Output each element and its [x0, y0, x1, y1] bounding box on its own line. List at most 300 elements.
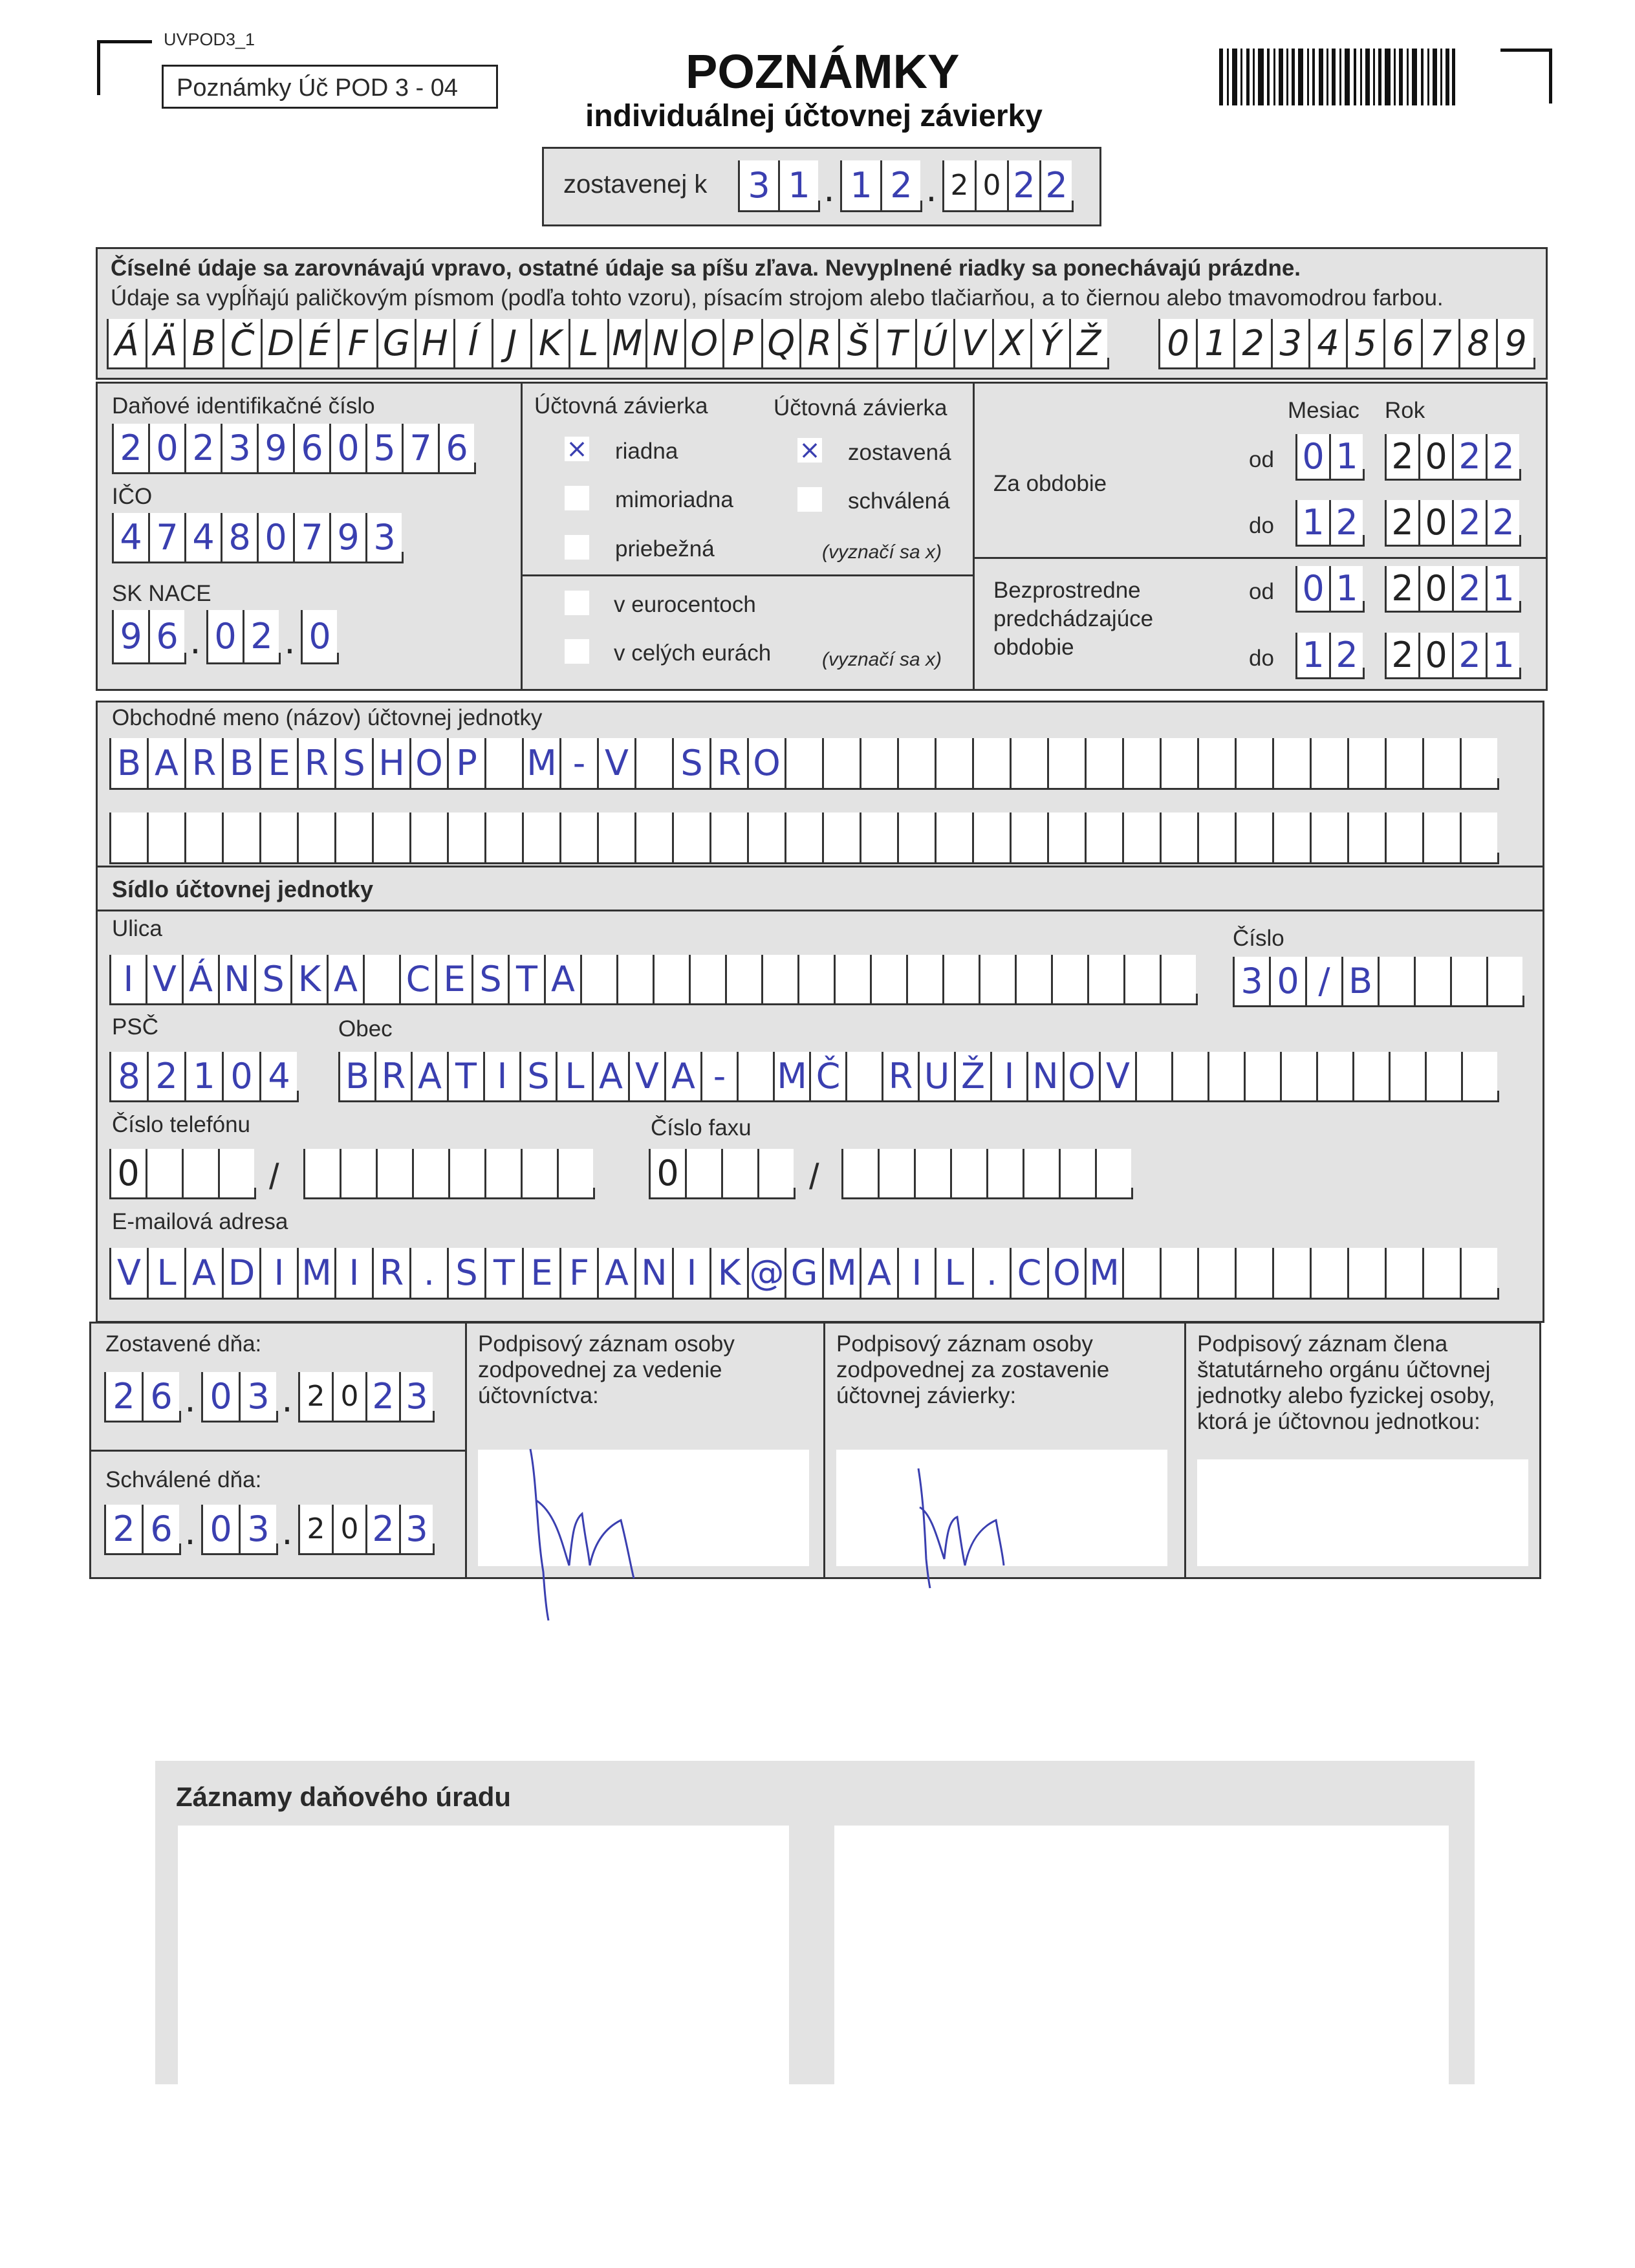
street-char	[1123, 955, 1160, 1005]
phone-digit	[146, 1149, 182, 1199]
email-char: M	[1085, 1248, 1122, 1300]
corner-mark-top-right	[1500, 49, 1552, 104]
name-char: -	[559, 738, 597, 790]
email-char: D	[222, 1248, 259, 1300]
name-char: B	[109, 738, 147, 790]
name-char: R	[184, 738, 222, 790]
number-char	[1378, 957, 1414, 1007]
phone-digit	[182, 1149, 218, 1199]
name-char: S	[672, 738, 709, 790]
street-char: V	[146, 955, 182, 1005]
approved-date[interactable]: 2 6 . 0 3 . 2 0 2 3	[104, 1505, 433, 1555]
previous-to-year[interactable]	[1385, 633, 1519, 679]
digit: 1	[1329, 434, 1363, 481]
sample-digit: 9	[1496, 319, 1533, 369]
phone-digit	[376, 1149, 412, 1199]
name-char	[634, 738, 672, 790]
email-char: S	[447, 1248, 484, 1300]
phone-prefix-field[interactable]	[109, 1149, 254, 1199]
digit: 2	[298, 1505, 332, 1555]
schvalena-checkbox[interactable]	[797, 487, 822, 512]
name-char	[184, 812, 222, 864]
city-char: -	[700, 1052, 737, 1102]
digit: 2	[1486, 434, 1519, 481]
digit: 3	[239, 1372, 276, 1423]
street-char	[834, 955, 870, 1005]
to-label: do	[1249, 513, 1274, 538]
name-char	[1122, 812, 1160, 864]
street-char	[1160, 955, 1196, 1005]
name-char	[935, 738, 972, 790]
digit: 1	[1295, 633, 1329, 679]
sig1-label: Podpisový záznam osoby zodpovednej za vedenie účtovníctva:	[478, 1331, 735, 1408]
name-char	[1347, 812, 1385, 864]
ico-field[interactable]	[112, 513, 402, 563]
street-char: S	[471, 955, 508, 1005]
current-from-month[interactable]	[1295, 434, 1363, 481]
entity-name-row1[interactable]	[109, 738, 1497, 790]
divider	[521, 574, 973, 576]
sample-letter: Ä	[146, 319, 184, 369]
name-char	[372, 812, 409, 864]
instructions-line2: Údaje sa vypĺňajú paličkovým písmom (podľa tohto vzoru), písacím strojom alebo tlačiarňou, a to čiernou alebo tmavomodrou farbou.	[111, 285, 1444, 311]
name-char	[972, 738, 1010, 790]
name-char	[1422, 812, 1460, 864]
street-char	[1087, 955, 1123, 1005]
email-char: T	[484, 1248, 522, 1300]
fax-digit	[986, 1149, 1023, 1199]
digit: 2	[1329, 500, 1363, 547]
number-char: 0	[1269, 957, 1305, 1007]
tax-office-panel	[155, 1761, 1475, 2084]
previous-period-label: Bezprostredne	[993, 578, 1141, 603]
name-char	[897, 738, 935, 790]
number-field[interactable]	[1233, 957, 1522, 1007]
sample-letter: T	[876, 319, 915, 369]
sample-letter: G	[376, 319, 415, 369]
digit: 2	[1329, 633, 1363, 679]
current-to-month[interactable]	[1295, 500, 1363, 547]
number-char: /	[1305, 957, 1341, 1007]
sample-digit: 7	[1421, 319, 1458, 369]
sig3-area[interactable]	[1197, 1459, 1528, 1566]
name-char: R	[297, 738, 334, 790]
zostavena-checkbox[interactable]: ×	[797, 438, 822, 463]
eurocent-checkbox[interactable]	[565, 591, 589, 615]
digit: 0	[1418, 566, 1452, 613]
name-char	[1422, 738, 1460, 790]
email-char	[1310, 1248, 1347, 1300]
city-char	[1207, 1052, 1244, 1102]
digit: 6	[142, 1505, 179, 1555]
current-to-year[interactable]	[1385, 500, 1519, 547]
previous-period-label: predchádzajúce	[993, 606, 1154, 631]
digit: 2	[1385, 566, 1418, 613]
divider	[91, 1450, 465, 1452]
digit: 2	[365, 1505, 399, 1555]
email-char: L	[935, 1248, 972, 1300]
psc-label: PSČ	[112, 1014, 158, 1040]
date-digit: 2	[880, 160, 920, 212]
name-char	[1235, 812, 1272, 864]
email-char: N	[634, 1248, 672, 1300]
sample-letter: R	[799, 319, 838, 369]
sample-digit: 1	[1196, 319, 1233, 369]
name-char	[484, 812, 522, 864]
email-char: M	[822, 1248, 860, 1300]
city-char	[1171, 1052, 1207, 1102]
digit: 2	[1452, 500, 1486, 547]
fax-digit: 0	[649, 1149, 685, 1199]
email-char: @	[747, 1248, 785, 1300]
previous-period-label: obdobie	[993, 635, 1074, 660]
priebezna-checkbox[interactable]	[565, 535, 589, 560]
fax-digit	[685, 1149, 721, 1199]
date-field[interactable]: 3 1 . 1 2 . 2 0 2 2	[738, 160, 1072, 212]
ico-digit: 4	[112, 513, 148, 563]
name-char	[1197, 812, 1235, 864]
statement-type-label: Účtovná závierka	[534, 393, 708, 419]
phone-digit	[412, 1149, 448, 1199]
riadna-label: riadna	[615, 439, 678, 464]
name-char: P	[447, 738, 484, 790]
psc-digit: 0	[222, 1052, 259, 1102]
sample-letter: K	[530, 319, 569, 369]
sample-digit: 8	[1458, 319, 1496, 369]
instructions-panel	[96, 247, 1548, 380]
eurocent-label: v eurocentoch	[614, 592, 756, 617]
name-char	[1047, 812, 1085, 864]
phone-digit	[484, 1149, 521, 1199]
city-char: B	[338, 1052, 374, 1102]
name-char: O	[747, 738, 785, 790]
fax-digit	[950, 1149, 986, 1199]
name-char	[1272, 738, 1310, 790]
city-char	[1461, 1052, 1497, 1102]
email-char: I	[259, 1248, 297, 1300]
name-char	[1160, 812, 1197, 864]
name-char: V	[597, 738, 634, 790]
dic-digit: 0	[148, 424, 184, 474]
street-char: S	[254, 955, 290, 1005]
city-char: V	[628, 1052, 664, 1102]
digit: 0	[1418, 633, 1452, 679]
number-char	[1414, 957, 1450, 1007]
street-char	[761, 955, 797, 1005]
email-field[interactable]	[109, 1248, 1497, 1300]
date-digit: 2	[1039, 160, 1072, 212]
ico-label: IČO	[112, 484, 153, 509]
zostavena-label: zostavená	[848, 440, 951, 465]
phone-digit	[521, 1149, 557, 1199]
mark-note: (vyznačí sa x)	[822, 541, 942, 563]
name-char: H	[372, 738, 409, 790]
current-from-year[interactable]	[1385, 434, 1519, 481]
name-char: R	[709, 738, 747, 790]
name-char	[822, 738, 860, 790]
street-char: K	[290, 955, 327, 1005]
form-name-box	[162, 65, 498, 109]
number-char: 3	[1233, 957, 1269, 1007]
schvalena-label: schválená	[848, 488, 950, 514]
sample-digit: 0	[1158, 319, 1196, 369]
name-char	[597, 812, 634, 864]
sample-letter: Á	[107, 319, 146, 369]
email-char: C	[1010, 1248, 1047, 1300]
city-char: L	[556, 1052, 592, 1102]
divider	[98, 910, 1543, 911]
digit: 1	[1295, 500, 1329, 547]
sample-letter: M	[607, 319, 646, 369]
nace-digit: 6	[148, 610, 184, 664]
sample-digit: 5	[1346, 319, 1383, 369]
city-label: Obec	[338, 1016, 393, 1041]
digit: 1	[1486, 566, 1519, 613]
entity-panel	[96, 701, 1544, 1323]
street-field[interactable]	[109, 955, 1196, 1005]
statement-status-label: Účtovná závierka	[774, 395, 947, 420]
digit: 0	[1295, 434, 1329, 481]
fax-prefix-field[interactable]	[649, 1149, 794, 1199]
email-char	[1422, 1248, 1460, 1300]
street-label: Ulica	[112, 916, 162, 941]
city-char	[1389, 1052, 1425, 1102]
sample-letter: O	[684, 319, 723, 369]
riadna-checkbox[interactable]: ×	[565, 437, 589, 461]
digit: 2	[298, 1372, 332, 1423]
email-char: .	[972, 1248, 1010, 1300]
tax-office-area-right	[834, 1826, 1449, 2084]
name-char: A	[147, 738, 184, 790]
name-char	[1347, 738, 1385, 790]
city-char: I	[990, 1052, 1026, 1102]
digit: 0	[201, 1372, 239, 1423]
date-digit: 2	[942, 160, 975, 212]
mimoriadna-label: mimoriadna	[615, 487, 733, 512]
digit: 2	[365, 1372, 399, 1423]
name-char: B	[222, 738, 259, 790]
compiled-date[interactable]: 2 6 . 0 3 . 2 0 2 3	[104, 1372, 433, 1423]
city-char	[737, 1052, 773, 1102]
street-char	[580, 955, 616, 1005]
city-char: A	[411, 1052, 447, 1102]
name-char	[860, 812, 897, 864]
phone-digit	[218, 1149, 254, 1199]
name-char	[522, 812, 559, 864]
sample-letter: Č	[222, 319, 261, 369]
date-digit: 3	[738, 160, 778, 212]
divider	[973, 384, 975, 689]
previous-from-year[interactable]	[1385, 566, 1519, 613]
phone-digit	[340, 1149, 376, 1199]
email-char: K	[709, 1248, 747, 1300]
digit: 1	[1486, 633, 1519, 679]
previous-from-month[interactable]	[1295, 566, 1363, 613]
name-char	[1310, 738, 1347, 790]
name-char	[222, 812, 259, 864]
ico-digit: 8	[221, 513, 257, 563]
street-char	[979, 955, 1015, 1005]
fax-digit	[1023, 1149, 1059, 1199]
phone-slash: /	[269, 1156, 279, 1197]
digit: 0	[332, 1372, 365, 1423]
name-char	[1010, 738, 1047, 790]
city-char: R	[374, 1052, 411, 1102]
date-box	[542, 147, 1101, 226]
fax-slash: /	[809, 1156, 819, 1197]
eur-checkbox[interactable]	[565, 639, 589, 664]
page-title: POZNÁMKY	[686, 45, 960, 98]
name-char	[109, 812, 147, 864]
email-char	[1122, 1248, 1160, 1300]
name-char	[1160, 738, 1197, 790]
divider	[521, 384, 523, 689]
dic-digit: 6	[438, 424, 474, 474]
digit: 2	[1385, 500, 1418, 547]
dic-digit: 5	[365, 424, 402, 474]
form-name: Poznámky Úč POD 3 - 04	[177, 74, 459, 102]
name-char	[559, 812, 597, 864]
psc-digit: 8	[109, 1052, 147, 1102]
number-char	[1486, 957, 1522, 1007]
name-char	[297, 812, 334, 864]
dic-digit: 7	[402, 424, 438, 474]
city-char	[1280, 1052, 1316, 1102]
street-char	[870, 955, 906, 1005]
ico-digit: 3	[365, 513, 402, 563]
sample-letter: Ú	[915, 319, 954, 369]
street-char: E	[435, 955, 471, 1005]
fax-digit	[757, 1149, 794, 1199]
name-char	[1385, 738, 1422, 790]
city-char: A	[664, 1052, 700, 1102]
email-char	[1347, 1248, 1385, 1300]
digit: 0	[1418, 500, 1452, 547]
sample-digit: 4	[1308, 319, 1346, 369]
sample-digit: 6	[1383, 319, 1421, 369]
entity-name-row2[interactable]	[109, 812, 1497, 864]
sample-digit: 3	[1271, 319, 1308, 369]
city-char	[1244, 1052, 1280, 1102]
city-field[interactable]	[338, 1052, 1497, 1102]
street-char: A	[327, 955, 363, 1005]
name-char	[747, 812, 785, 864]
name-char	[409, 812, 447, 864]
name-char	[147, 812, 184, 864]
sample-digit: 2	[1233, 319, 1271, 369]
phone-digit	[448, 1149, 484, 1199]
signature-2	[905, 1456, 1009, 1591]
street-char	[363, 955, 399, 1005]
nace-digit: 0	[301, 610, 337, 664]
digit: 3	[399, 1505, 433, 1555]
date-digit: 1	[778, 160, 818, 212]
city-char	[1352, 1052, 1389, 1102]
nace-digit: 9	[112, 610, 148, 664]
street-char	[797, 955, 834, 1005]
digit: 2	[104, 1372, 142, 1423]
email-char: G	[785, 1248, 822, 1300]
current-period-label: Za obdobie	[993, 471, 1107, 496]
dic-digit: 3	[221, 424, 257, 474]
sample-letter: H	[415, 319, 453, 369]
sample-letter: Ž	[1069, 319, 1108, 369]
email-char: F	[559, 1248, 597, 1300]
city-char: N	[1026, 1052, 1063, 1102]
dic-field[interactable]	[112, 424, 474, 474]
digit: 1	[1329, 566, 1363, 613]
city-char: T	[447, 1052, 483, 1102]
city-char: V	[1099, 1052, 1135, 1102]
email-char: M	[297, 1248, 334, 1300]
email-char: L	[147, 1248, 184, 1300]
psc-field[interactable]	[109, 1052, 297, 1102]
name-char	[897, 812, 935, 864]
nace-digit: 0	[206, 610, 243, 664]
sample-letter: Í	[453, 319, 492, 369]
instructions-line1: Číselné údaje sa zarovnávajú vpravo, ostatné údaje sa píšu zľava. Nevyplnené riadky sa ponechávajú prázdne.	[111, 256, 1301, 281]
name-char	[860, 738, 897, 790]
tax-office-area-left	[178, 1826, 789, 2084]
street-char: T	[508, 955, 544, 1005]
nace-digit: 2	[243, 610, 279, 664]
from-label: od	[1249, 447, 1274, 472]
name-char	[785, 812, 822, 864]
entity-name-label: Obchodné meno (názov) účtovnej jednotky	[112, 705, 543, 730]
mimoriadna-checkbox[interactable]	[565, 486, 589, 510]
dic-digit: 0	[329, 424, 365, 474]
fax-digit	[878, 1149, 914, 1199]
nace-field[interactable]: 9 6 . 0 2 . 0	[112, 610, 337, 664]
email-char: R	[372, 1248, 409, 1300]
city-char	[1316, 1052, 1352, 1102]
digit: 3	[399, 1372, 433, 1423]
corner-mark-top-left	[97, 40, 152, 95]
city-char: I	[483, 1052, 519, 1102]
city-char: A	[592, 1052, 628, 1102]
sample-letter: X	[992, 319, 1031, 369]
priebezna-label: priebežná	[615, 536, 715, 562]
name-char	[1460, 738, 1497, 790]
sample-letter: P	[722, 319, 761, 369]
digit: 2	[1452, 566, 1486, 613]
previous-to-month[interactable]	[1295, 633, 1363, 679]
psc-digit: 2	[147, 1052, 184, 1102]
eur-label: v celých eurách	[614, 640, 772, 666]
divider	[1184, 1324, 1186, 1577]
fax-number-field[interactable]	[841, 1149, 1131, 1199]
date-digit: 0	[975, 160, 1007, 212]
divider	[98, 866, 1543, 867]
email-char: I	[672, 1248, 709, 1300]
dic-digit: 2	[184, 424, 221, 474]
ico-digit: 7	[148, 513, 184, 563]
name-char	[447, 812, 484, 864]
name-char	[1047, 738, 1085, 790]
digit: 0	[1418, 434, 1452, 481]
divider	[973, 557, 1546, 559]
name-char	[1197, 738, 1235, 790]
page-subtitle: individuálnej účtovnej závierky	[585, 99, 1043, 133]
phone-number-field[interactable]	[303, 1149, 593, 1199]
sample-letter: V	[953, 319, 992, 369]
street-char	[1051, 955, 1087, 1005]
sample-letter: J	[492, 319, 530, 369]
signature-panel	[89, 1322, 1541, 1579]
city-char: Ž	[954, 1052, 990, 1102]
name-char	[935, 812, 972, 864]
street-char: Á	[182, 955, 218, 1005]
